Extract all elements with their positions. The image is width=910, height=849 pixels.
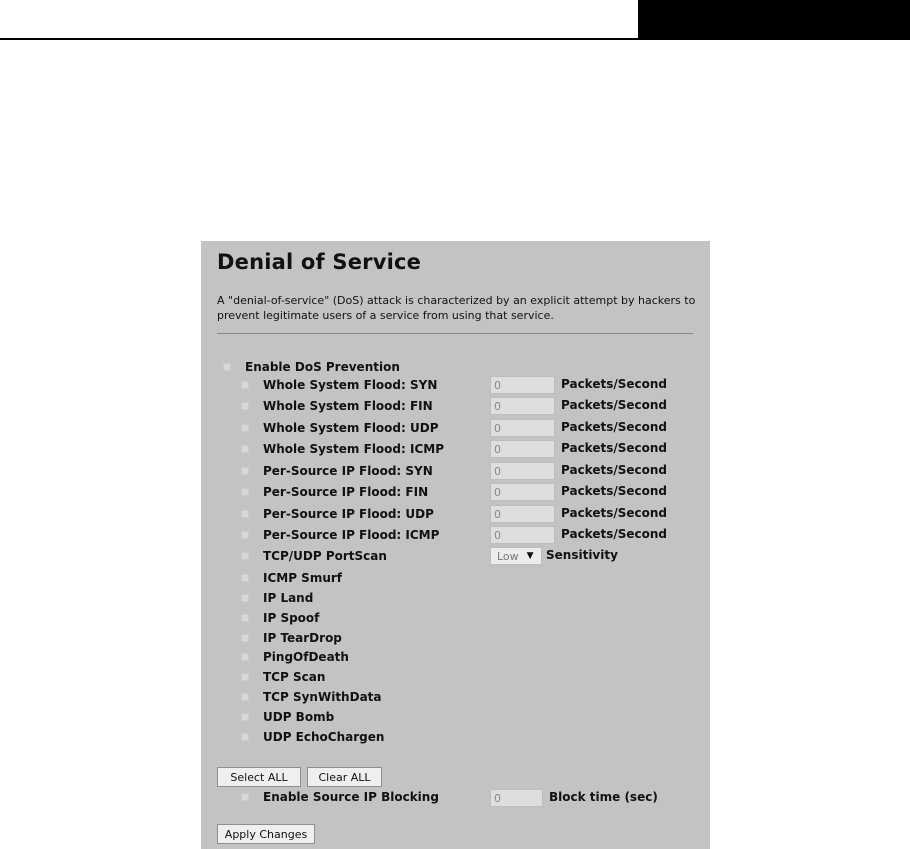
page-title: Denial of Service xyxy=(217,250,422,274)
packet-rate-input[interactable]: 0 xyxy=(490,505,555,523)
option-label: Per-Source IP Flood: SYN xyxy=(263,464,433,478)
option-label: ICMP Smurf xyxy=(263,571,343,585)
packet-rate-unit: Packets/Second xyxy=(561,441,668,455)
option-label: Whole System Flood: FIN xyxy=(263,399,433,413)
packet-rate-unit: Packets/Second xyxy=(561,527,668,541)
option-row xyxy=(241,588,313,608)
source-ip-blocking-row xyxy=(241,787,439,807)
option-label: Per-Source IP Flood: ICMP xyxy=(263,528,440,542)
option-row xyxy=(241,482,428,502)
option-row xyxy=(241,525,439,545)
source-ip-blocking-checkbox[interactable] xyxy=(241,793,249,801)
packet-rate-unit: Packets/Second xyxy=(561,463,668,477)
option-label: Per-Source IP Flood: UDP xyxy=(263,507,434,521)
packet-rate-input[interactable]: 0 xyxy=(490,483,555,501)
option-label: IP Land xyxy=(263,591,314,605)
option-checkbox[interactable] xyxy=(241,634,249,642)
option-checkbox[interactable] xyxy=(241,713,249,721)
portscan-checkbox[interactable] xyxy=(241,552,249,560)
option-checkbox[interactable] xyxy=(241,531,249,539)
option-row xyxy=(241,461,433,481)
option-label: UDP EchoChargen xyxy=(263,730,385,744)
apply-changes-button[interactable]: Apply Changes xyxy=(217,824,315,844)
option-row xyxy=(241,504,434,524)
enable-dos-row xyxy=(223,357,400,377)
packet-rate-unit: Packets/Second xyxy=(561,377,668,391)
packet-rate-unit: Packets/Second xyxy=(561,398,668,412)
option-row xyxy=(241,707,334,727)
option-label: Whole System Flood: ICMP xyxy=(263,442,444,456)
enable-dos-checkbox[interactable] xyxy=(223,363,231,371)
option-checkbox[interactable] xyxy=(241,653,249,661)
option-row xyxy=(241,396,433,416)
option-checkbox[interactable] xyxy=(241,594,249,602)
chevron-down-icon: ▼ xyxy=(526,551,534,561)
packet-rate-unit: Packets/Second xyxy=(561,420,668,434)
packet-rate-unit: Packets/Second xyxy=(561,484,668,498)
option-label: Whole System Flood: UDP xyxy=(263,421,439,435)
packet-rate-input[interactable]: 0 xyxy=(490,440,555,458)
option-label: IP TearDrop xyxy=(263,631,342,645)
header-black-block xyxy=(638,0,910,40)
option-row xyxy=(241,568,342,588)
option-label: TCP Scan xyxy=(263,670,326,684)
option-checkbox[interactable] xyxy=(241,673,249,681)
option-checkbox[interactable] xyxy=(241,424,249,432)
option-checkbox[interactable] xyxy=(241,614,249,622)
packet-rate-unit: Packets/Second xyxy=(561,506,668,520)
option-checkbox[interactable] xyxy=(241,510,249,518)
option-label: PingOfDeath xyxy=(263,650,349,664)
packet-rate-input[interactable]: 0 xyxy=(490,462,555,480)
block-time-unit: Block time (sec) xyxy=(549,790,658,804)
option-checkbox[interactable] xyxy=(241,467,249,475)
packet-rate-input[interactable]: 0 xyxy=(490,376,555,394)
option-row xyxy=(241,439,444,459)
portscan-row xyxy=(241,546,387,566)
packet-rate-input[interactable]: 0 xyxy=(490,397,555,415)
option-row xyxy=(241,608,319,628)
select-all-button[interactable]: Select ALL xyxy=(217,767,301,787)
block-time-input[interactable]: 0 xyxy=(490,789,543,807)
packet-rate-input[interactable]: 0 xyxy=(490,419,555,437)
sensitivity-select[interactable] xyxy=(490,547,542,565)
option-checkbox[interactable] xyxy=(241,733,249,741)
header-rule xyxy=(0,38,638,40)
option-label: Per-Source IP Flood: FIN xyxy=(263,485,429,499)
option-row xyxy=(241,667,325,687)
dos-panel xyxy=(201,241,710,849)
clear-all-button[interactable]: Clear ALL xyxy=(307,767,382,787)
option-label: Whole System Flood: SYN xyxy=(263,378,438,392)
option-row xyxy=(241,647,349,667)
enable-dos-label: Enable DoS Prevention xyxy=(245,360,400,374)
page-description: A "denial-of-service" (DoS) attack is characterized by an explicit attempt by hackers to prevent legitimate users of a service from using that service. xyxy=(217,294,696,322)
option-row xyxy=(241,727,384,747)
source-ip-blocking-label: Enable Source IP Blocking xyxy=(263,790,439,804)
option-row xyxy=(241,628,342,648)
option-row xyxy=(241,418,438,438)
sensitivity-selected: Low xyxy=(497,549,519,563)
option-checkbox[interactable] xyxy=(241,445,249,453)
option-checkbox[interactable] xyxy=(241,402,249,410)
option-checkbox[interactable] xyxy=(241,381,249,389)
packet-rate-input[interactable]: 0 xyxy=(490,526,555,544)
divider xyxy=(217,333,693,334)
sensitivity-label: Sensitivity xyxy=(546,548,618,562)
option-checkbox[interactable] xyxy=(241,574,249,582)
option-checkbox[interactable] xyxy=(241,488,249,496)
portscan-label: TCP/UDP PortScan xyxy=(263,549,387,563)
option-label: TCP SynWithData xyxy=(263,690,382,704)
option-checkbox[interactable] xyxy=(241,693,249,701)
option-label: IP Spoof xyxy=(263,611,320,625)
option-row xyxy=(241,375,437,395)
option-row xyxy=(241,687,382,707)
option-label: UDP Bomb xyxy=(263,710,335,724)
